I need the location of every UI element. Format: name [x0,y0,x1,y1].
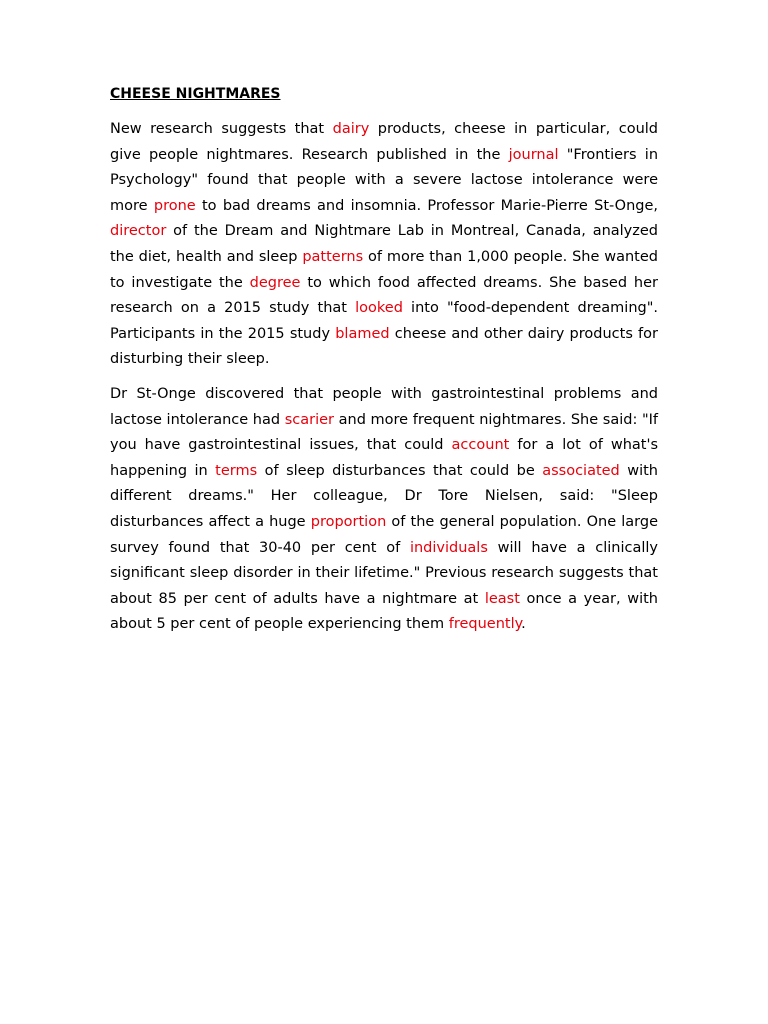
highlighted-word: looked [355,300,403,317]
text-segment: . [521,616,526,633]
highlighted-word: proportion [310,513,387,530]
highlighted-word: journal [508,146,559,163]
text-segment: with different dreams." Her colleague, Dr Tore Nielsen, said: "Sleep disturbances affect a huge [110,462,658,530]
highlighted-word: terms [215,462,258,479]
text-segment: cheese and other dairy products for disturbing their sleep. [110,325,658,368]
highlighted-word: least [484,590,520,607]
highlighted-word: dairy [332,121,370,137]
text-segment: "Frontiers in Psychology" found that people with a severe lactose intolerance were more [110,146,659,214]
text-segment: into "food-dependent dreaming". Participants in the 2015 study [110,300,658,342]
highlighted-word: individuals [409,539,488,556]
highlighted-word: frequently [448,616,522,633]
highlighted-word: associated [542,462,620,479]
text-segment: for a lot of what's happening in [110,437,658,479]
text-segment: of the general population. One large survey found that 30-40 per cent of [110,513,658,556]
highlighted-word: director [110,223,167,240]
text-segment: of more than 1,000 people. She wanted to investigate the [110,248,658,291]
text-segment: of the Dream and Nightmare Lab in Montreal, Canada, analyzed the diet, health and sleep [110,223,658,265]
highlighted-word: patterns [302,248,364,265]
paragraph [110,382,658,638]
highlighted-word: blamed [335,325,390,342]
text-segment: and more frequent nightmares. She said: "If you have gastrointestinal issues, that could [110,411,659,454]
text-segment: will have a clinically significant sleep disorder in their lifetime." Previous research suggests that about 85 per cent of adults have a nightmare at [110,539,659,607]
highlighted-word: scarier [284,411,335,428]
highlighted-word: prone [153,197,196,214]
highlighted-word: degree [249,274,301,291]
text-segment: once a year, with about 5 per cent of people experiencing them [110,590,658,633]
highlighted-word: account [451,437,510,454]
text-segment: of sleep disturbances that could be [257,462,543,479]
text-segment: to which food affected dreams. She based her research on a 2015 study that [110,274,658,317]
paragraph [110,117,658,373]
text-segment: New research suggests that [110,121,333,137]
document-body [110,117,658,638]
text-segment: to bad dreams and insomnia. Professor Marie-Pierre St-Onge, [195,197,658,214]
document-page [110,84,658,647]
text-segment: Dr St-Onge discovered that people with gastrointestinal problems and lactose intolerance had [110,385,658,428]
text-segment: products, cheese in particular, could give people nightmares. Research published in the [110,121,659,163]
document-title: CHEESE NIGHTMARES [110,86,281,102]
